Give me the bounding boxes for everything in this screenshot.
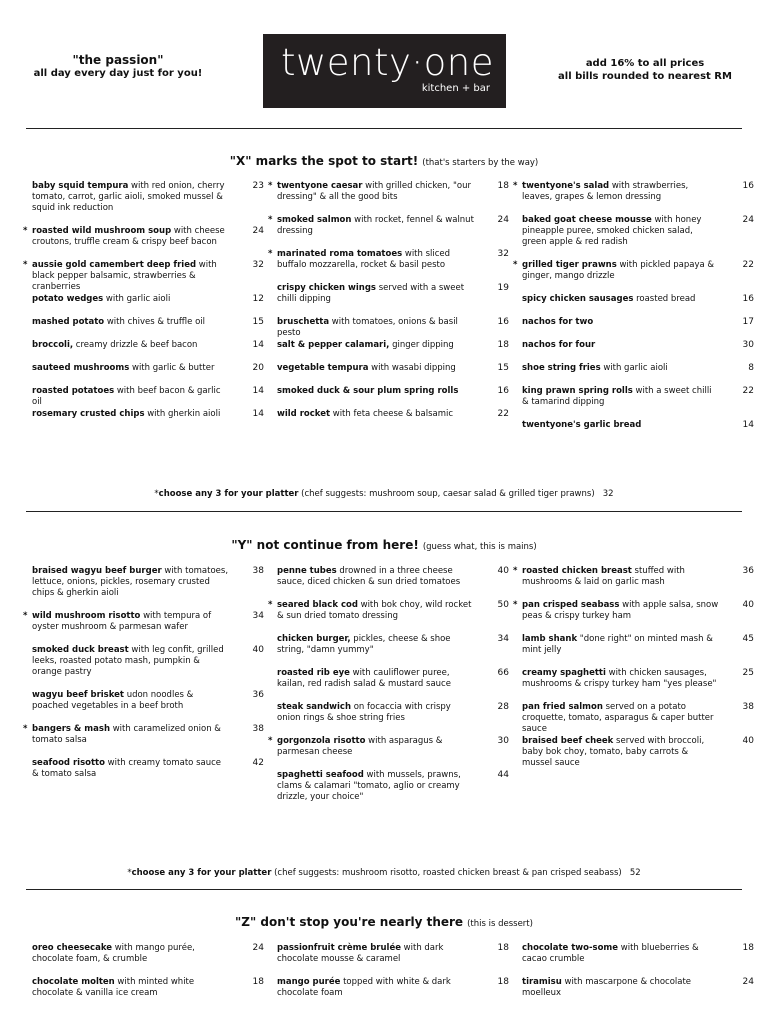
menu-item-name: mashed potato bbox=[32, 317, 105, 327]
section-heading: "X" marks the spot to start! bbox=[229, 154, 419, 168]
menu-item-description: with minted white chocolate & vanilla ice cream bbox=[32, 977, 195, 998]
platter-star: * bbox=[23, 226, 28, 236]
menu-item-description: with asparagus & parmesan cheese bbox=[277, 736, 443, 757]
section-title-starters bbox=[0, 150, 768, 169]
menu-item-name: smoked duck & sour plum spring rolls bbox=[277, 386, 459, 396]
menu-item bbox=[23, 260, 264, 293]
menu-item-price: 44 bbox=[497, 770, 509, 780]
menu-item-price: 16 bbox=[497, 317, 509, 327]
menu-item-name: seared black cod bbox=[277, 600, 358, 610]
menu-item-name: baked goat cheese mousse bbox=[522, 215, 652, 225]
menu-item-description: with tempura of oyster mushroom & parmesan wafer bbox=[32, 611, 212, 632]
platter-star: * bbox=[513, 600, 518, 610]
menu-item-description: served with a sweet chilli dipping bbox=[277, 283, 465, 304]
menu-item bbox=[277, 386, 509, 397]
menu-item-price: 34 bbox=[252, 611, 264, 621]
menu-item-description: stuffed with mushrooms & laid on garlic mash bbox=[522, 566, 685, 587]
menu-item bbox=[268, 215, 509, 237]
menu-item-description: roasted bread bbox=[633, 294, 696, 304]
menu-item bbox=[522, 317, 754, 328]
menu-item-description: with black pepper balsamic, strawberries & cranberries bbox=[32, 260, 217, 292]
menu-item bbox=[277, 283, 509, 305]
menu-item-price: 40 bbox=[742, 736, 754, 746]
menu-item-description: with creamy tomato sauce & tomato salsa bbox=[32, 758, 222, 779]
menu-item bbox=[32, 977, 264, 999]
menu-item-description: "done right" on minted mash & mint jelly bbox=[522, 634, 713, 655]
menu-item bbox=[277, 409, 509, 420]
menu-item bbox=[32, 758, 264, 780]
menu-item-name: braised beef cheek bbox=[522, 736, 614, 746]
menu-item-description: with tomatoes, lettuce, onions, pickles, rosemary crusted chips & gherkin aioli bbox=[32, 566, 229, 598]
menu-item-name: roasted potatoes bbox=[32, 386, 115, 396]
menu-item-price: 20 bbox=[252, 363, 264, 373]
menu-item-price: 8 bbox=[748, 363, 754, 373]
menu-item-price: 40 bbox=[497, 566, 509, 576]
menu-item-name: twentyone's garlic bread bbox=[522, 420, 642, 430]
menu-item bbox=[268, 736, 509, 758]
menu-item-description: with mussels, prawns, clams & calamari "tomato, aglio or creamy drizzle, your choice" bbox=[277, 770, 461, 802]
menu-item-description: with apple salsa, snow peas & crispy turkey ham bbox=[522, 600, 719, 621]
menu-item-name: wild rocket bbox=[277, 409, 331, 419]
menu-item-name: bruschetta bbox=[277, 317, 330, 327]
menu-item-name: roasted rib eye bbox=[277, 668, 350, 678]
menu-item-name: seafood risotto bbox=[32, 758, 105, 768]
menu-item bbox=[522, 668, 754, 690]
menu-item bbox=[268, 600, 509, 622]
menu-item-price: 45 bbox=[742, 634, 754, 644]
menu-item-description: with cheese croutons, truffle cream & crispy beef bacon bbox=[32, 226, 225, 247]
divider bbox=[26, 889, 742, 890]
menu-item-price: 22 bbox=[497, 409, 509, 419]
menu-item-name: steak sandwich bbox=[277, 702, 352, 712]
menu-item-description: with feta cheese & balsamic bbox=[330, 409, 454, 419]
menu-item-price: 66 bbox=[497, 668, 509, 678]
platter-star: * bbox=[23, 611, 28, 621]
menu-item-name: crispy chicken wings bbox=[277, 283, 376, 293]
menu-item bbox=[522, 634, 754, 656]
logo-name: twenty·one bbox=[281, 41, 494, 84]
menu-item-price: 24 bbox=[742, 215, 754, 225]
platter-star: * bbox=[154, 489, 159, 499]
menu-item bbox=[522, 420, 754, 431]
menu-item bbox=[522, 702, 754, 735]
menu-item-price: 38 bbox=[742, 702, 754, 712]
menu-item-price: 14 bbox=[742, 420, 754, 430]
menu-item-name: spicy chicken sausages bbox=[522, 294, 634, 304]
platter-star: * bbox=[513, 260, 518, 270]
menu-item-name: sauteed mushrooms bbox=[32, 363, 130, 373]
menu-item-price: 38 bbox=[252, 724, 264, 734]
menu-item bbox=[32, 566, 264, 599]
menu-item-description: with grilled chicken, "our dressing" & all the good bits bbox=[277, 181, 471, 202]
menu-item-description: with honey pineapple puree, smoked chicken salad, green apple & red radish bbox=[522, 215, 702, 247]
menu-item-name: marinated roma tomatoes bbox=[277, 249, 403, 259]
menu-item-price: 24 bbox=[497, 215, 509, 225]
menu-item-price: 34 bbox=[497, 634, 509, 644]
menu-item-name: smoked salmon bbox=[277, 215, 352, 225]
menu-item-price: 40 bbox=[742, 600, 754, 610]
menu-item-name: grilled tiger prawns bbox=[522, 260, 617, 270]
menu-item-price: 15 bbox=[497, 363, 509, 373]
menu-item bbox=[268, 249, 509, 271]
menu-item bbox=[522, 386, 754, 408]
menu-item-name: roasted wild mushroom soup bbox=[32, 226, 172, 236]
menu-item-name: roasted chicken breast bbox=[522, 566, 632, 576]
platter-star: * bbox=[127, 868, 132, 878]
menu-item bbox=[277, 943, 509, 965]
menu-item-price: 24 bbox=[742, 977, 754, 987]
section-aside: (guess what, this is mains) bbox=[422, 542, 537, 552]
menu-item bbox=[513, 600, 754, 622]
menu-item-name: bangers & mash bbox=[32, 724, 111, 734]
menu-item-price: 18 bbox=[497, 977, 509, 987]
section-heading: "Y" not continue from here! bbox=[231, 538, 419, 552]
tagline-title: "the passion" bbox=[72, 53, 164, 67]
menu-item-description: served on a potato croquette, tomato, asparagus & caper butter sauce bbox=[522, 702, 714, 734]
menu-item-price: 16 bbox=[742, 294, 754, 304]
menu-item bbox=[522, 215, 754, 248]
menu-item-price: 25 bbox=[742, 668, 754, 678]
menu-item-name: baby squid tempura bbox=[32, 181, 129, 191]
menu-item bbox=[268, 181, 509, 203]
menu-item bbox=[277, 702, 509, 724]
menu-item-price: 18 bbox=[742, 943, 754, 953]
platter-star: * bbox=[513, 181, 518, 191]
menu-item-price: 14 bbox=[252, 340, 264, 350]
menu-item-description: with chicken sausages, mushrooms & crispy turkey ham "yes please" bbox=[522, 668, 717, 689]
menu-item-price: 30 bbox=[497, 736, 509, 746]
price-note-rounding: all bills rounded to nearest RM bbox=[558, 71, 732, 82]
menu-item-name: braised wagyu beef burger bbox=[32, 566, 162, 576]
menu-item bbox=[522, 943, 754, 965]
menu-item-description: pickles, cheese & shoe string, "damn yummy" bbox=[277, 634, 451, 655]
menu-item-description: creamy drizzle & beef bacon bbox=[73, 340, 198, 350]
menu-item-name: chocolate molten bbox=[32, 977, 115, 987]
menu-item bbox=[277, 770, 509, 803]
menu-item-name: lamb shank bbox=[522, 634, 578, 644]
platter-star: * bbox=[268, 600, 273, 610]
menu-item bbox=[277, 977, 509, 999]
menu-item-name: mango purée bbox=[277, 977, 341, 987]
menu-item-name: chicken burger, bbox=[277, 634, 351, 644]
divider bbox=[26, 128, 742, 129]
section-aside: (that's starters by the way) bbox=[422, 158, 539, 168]
menu-item bbox=[277, 668, 509, 690]
menu-item bbox=[32, 181, 264, 214]
menu-item bbox=[522, 363, 754, 374]
platter-label: choose any 3 for your platter bbox=[158, 489, 299, 499]
menu-item-price: 14 bbox=[252, 409, 264, 419]
menu-item-price: 15 bbox=[252, 317, 264, 327]
menu-item-price: 38 bbox=[252, 566, 264, 576]
menu-item-description: with pickled papaya & ginger, mango drizzle bbox=[522, 260, 715, 281]
menu-item-name: nachos for two bbox=[522, 317, 594, 327]
divider bbox=[26, 511, 742, 512]
brand-logo bbox=[263, 34, 506, 108]
menu-item bbox=[277, 566, 509, 588]
menu-item-name: passionfruit crème brulée bbox=[277, 943, 401, 953]
tagline bbox=[18, 53, 218, 79]
menu-item-description: with cauliflower puree, kailan, red radish salad & mustard sauce bbox=[277, 668, 451, 689]
menu-item-name: vegetable tempura bbox=[277, 363, 369, 373]
platter-star: * bbox=[268, 181, 273, 191]
logo-subtitle: kitchen + bar bbox=[421, 83, 490, 94]
menu-item-price: 12 bbox=[252, 294, 264, 304]
section-title-desserts bbox=[0, 911, 768, 930]
menu-item bbox=[23, 724, 264, 746]
menu-item-description: drowned in a three cheese sauce, diced chicken & sun dried tomatoes bbox=[277, 566, 461, 587]
menu-item-description: with tomatoes, onions & basil pesto bbox=[277, 317, 458, 338]
menu-item-name: potato wedges bbox=[32, 294, 104, 304]
menu-item-description: ginger dipping bbox=[389, 340, 454, 350]
menu-item bbox=[522, 977, 754, 999]
platter-label: choose any 3 for your platter bbox=[131, 868, 272, 878]
menu-item bbox=[32, 294, 264, 305]
menu-item-price: 18 bbox=[497, 943, 509, 953]
menu-item-description: with gherkin aioli bbox=[144, 409, 221, 419]
platter-star: * bbox=[268, 736, 273, 746]
section-title-mains bbox=[0, 534, 768, 553]
menu-item-description: with garlic aioli bbox=[103, 294, 171, 304]
menu-item-name: shoe string fries bbox=[522, 363, 601, 373]
section-aside: (this is dessert) bbox=[467, 919, 533, 929]
menu-item-description: with beef bacon & garlic oil bbox=[32, 386, 221, 407]
menu-item-price: 36 bbox=[742, 566, 754, 576]
menu-item-description: with a sweet chilli & tamarind dipping bbox=[522, 386, 712, 407]
menu-item bbox=[32, 340, 264, 351]
menu-item bbox=[522, 736, 754, 769]
menu-item-price: 42 bbox=[252, 758, 264, 768]
menu-item-description: with chives & truffle oil bbox=[104, 317, 206, 327]
section-heading: "Z" don't stop you're nearly there bbox=[235, 915, 464, 929]
menu-item-price: 19 bbox=[497, 283, 509, 293]
menu-item-price: 17 bbox=[742, 317, 754, 327]
menu-item bbox=[513, 181, 754, 203]
starters-platter-note bbox=[0, 489, 768, 499]
menu-item-description: with rocket, fennel & walnut dressing bbox=[277, 215, 474, 236]
menu-item-price: 40 bbox=[252, 645, 264, 655]
menu-item bbox=[513, 260, 754, 282]
menu-item-price: 24 bbox=[252, 226, 264, 236]
menu-item-name: tiramisu bbox=[522, 977, 562, 987]
menu-item-price: 18 bbox=[497, 181, 509, 191]
menu-item-name: spaghetti seafood bbox=[277, 770, 364, 780]
menu-item-description: on focaccia with crispy onion rings & shoe string fries bbox=[277, 702, 451, 723]
menu-item bbox=[23, 226, 264, 248]
menu-item-name: chocolate two-some bbox=[522, 943, 619, 953]
menu-item-name: aussie gold camembert deep fried bbox=[32, 260, 197, 270]
platter-star: * bbox=[513, 566, 518, 576]
menu-item-name: creamy spaghetti bbox=[522, 668, 606, 678]
menu-item-name: pan crisped seabass bbox=[522, 600, 620, 610]
menu-item-price: 23 bbox=[252, 181, 264, 191]
menu-item-description: with caramelized onion & tomato salsa bbox=[32, 724, 221, 745]
menu-item-name: king prawn spring rolls bbox=[522, 386, 633, 396]
mains-platter-note bbox=[0, 868, 768, 878]
menu-header bbox=[0, 0, 768, 128]
menu-item-description: with sliced buffalo mozzarella, rocket & basil pesto bbox=[277, 249, 451, 270]
menu-item-price: 30 bbox=[742, 340, 754, 350]
menu-item-description: udon noodles & poached vegetables in a beef broth bbox=[32, 690, 194, 711]
menu-item-name: wagyu beef brisket bbox=[32, 690, 124, 700]
menu-item-price: 24 bbox=[252, 943, 264, 953]
menu-item-price: 18 bbox=[497, 340, 509, 350]
menu-item bbox=[522, 294, 754, 305]
menu-item-name: rosemary crusted chips bbox=[32, 409, 145, 419]
menu-item bbox=[32, 386, 264, 408]
price-note bbox=[540, 57, 750, 83]
platter-suggestion: (chef suggests: mushroom risotto, roasted chicken breast & pan crisped seabass) bbox=[274, 868, 622, 878]
platter-suggestion: (chef suggests: mushroom soup, caesar salad & grilled tiger prawns) bbox=[301, 489, 595, 499]
menu-item-name: penne tubes bbox=[277, 566, 337, 576]
menu-item-price: 14 bbox=[252, 386, 264, 396]
menu-item-description: with garlic & butter bbox=[129, 363, 215, 373]
menu-item-description: with garlic aioli bbox=[600, 363, 668, 373]
platter-star: * bbox=[268, 249, 273, 259]
menu-item-price: 32 bbox=[252, 260, 264, 270]
platter-price: 32 bbox=[602, 489, 614, 499]
menu-item-description: with dark chocolate mousse & caramel bbox=[277, 943, 444, 964]
menu-item-name: oreo cheesecake bbox=[32, 943, 113, 953]
menu-item-description: with red onion, cherry tomato, carrot, garlic aioli, smoked mussel & squid ink reduction bbox=[32, 181, 225, 213]
menu-item-name: nachos for four bbox=[522, 340, 596, 350]
platter-star: * bbox=[23, 724, 28, 734]
platter-price: 52 bbox=[629, 868, 641, 878]
menu-item-name: smoked duck breast bbox=[32, 645, 129, 655]
menu-item-description: served with broccoli, baby bok choy, tomato, baby carrots & mussel sauce bbox=[522, 736, 705, 768]
menu-item bbox=[32, 409, 264, 420]
menu-item-description: with strawberries, leaves, grapes & lemon dressing bbox=[522, 181, 689, 202]
menu-item bbox=[32, 690, 264, 712]
menu-item-price: 36 bbox=[252, 690, 264, 700]
menu-item-price: 18 bbox=[252, 977, 264, 987]
menu-item-price: 22 bbox=[742, 260, 754, 270]
menu-item-price: 16 bbox=[742, 181, 754, 191]
menu-item-price: 22 bbox=[742, 386, 754, 396]
menu-item-description: with mango purée, chocolate foam, & crumble bbox=[32, 943, 195, 964]
menu-item-description: with wasabi dipping bbox=[368, 363, 456, 373]
menu-item-name: twentyone caesar bbox=[277, 181, 363, 191]
menu-item-description: with bok choy, wild rocket & sun dried tomato dressing bbox=[277, 600, 472, 621]
menu-item-price: 32 bbox=[497, 249, 509, 259]
menu-item-name: broccoli, bbox=[32, 340, 74, 350]
menu-item bbox=[277, 340, 509, 351]
tagline-subtitle: all day every day just for you! bbox=[33, 68, 203, 79]
menu-item-name: wild mushroom risotto bbox=[32, 611, 141, 621]
platter-star: * bbox=[268, 215, 273, 225]
menu-item bbox=[277, 363, 509, 374]
menu-item bbox=[32, 317, 264, 328]
menu-item-price: 28 bbox=[497, 702, 509, 712]
platter-star: * bbox=[23, 260, 28, 270]
menu-item-description: with leg confit, grilled leeks, roasted potato mash, pumpkin & orange pastry bbox=[32, 645, 224, 677]
menu-item bbox=[522, 340, 754, 351]
menu-item bbox=[32, 363, 264, 374]
menu-item-name: gorgonzola risotto bbox=[277, 736, 366, 746]
price-note-tax: add 16% to all prices bbox=[585, 58, 705, 69]
menu-item-name: salt & pepper calamari, bbox=[277, 340, 390, 350]
menu-item-description: with mascarpone & chocolate moelleux bbox=[522, 977, 692, 998]
menu-item-price: 50 bbox=[497, 600, 509, 610]
menu-item bbox=[32, 645, 264, 678]
menu-item-price: 16 bbox=[497, 386, 509, 396]
menu-item-description: topped with white & dark chocolate foam bbox=[277, 977, 451, 998]
menu-item bbox=[23, 611, 264, 633]
menu-item bbox=[32, 943, 264, 965]
menu-item bbox=[277, 634, 509, 656]
menu-item-description: with blueberries & cacao crumble bbox=[522, 943, 699, 964]
menu-item bbox=[277, 317, 509, 339]
menu-item-name: twentyone's salad bbox=[522, 181, 610, 191]
menu-item-name: pan fried salmon bbox=[522, 702, 603, 712]
menu-item bbox=[513, 566, 754, 588]
